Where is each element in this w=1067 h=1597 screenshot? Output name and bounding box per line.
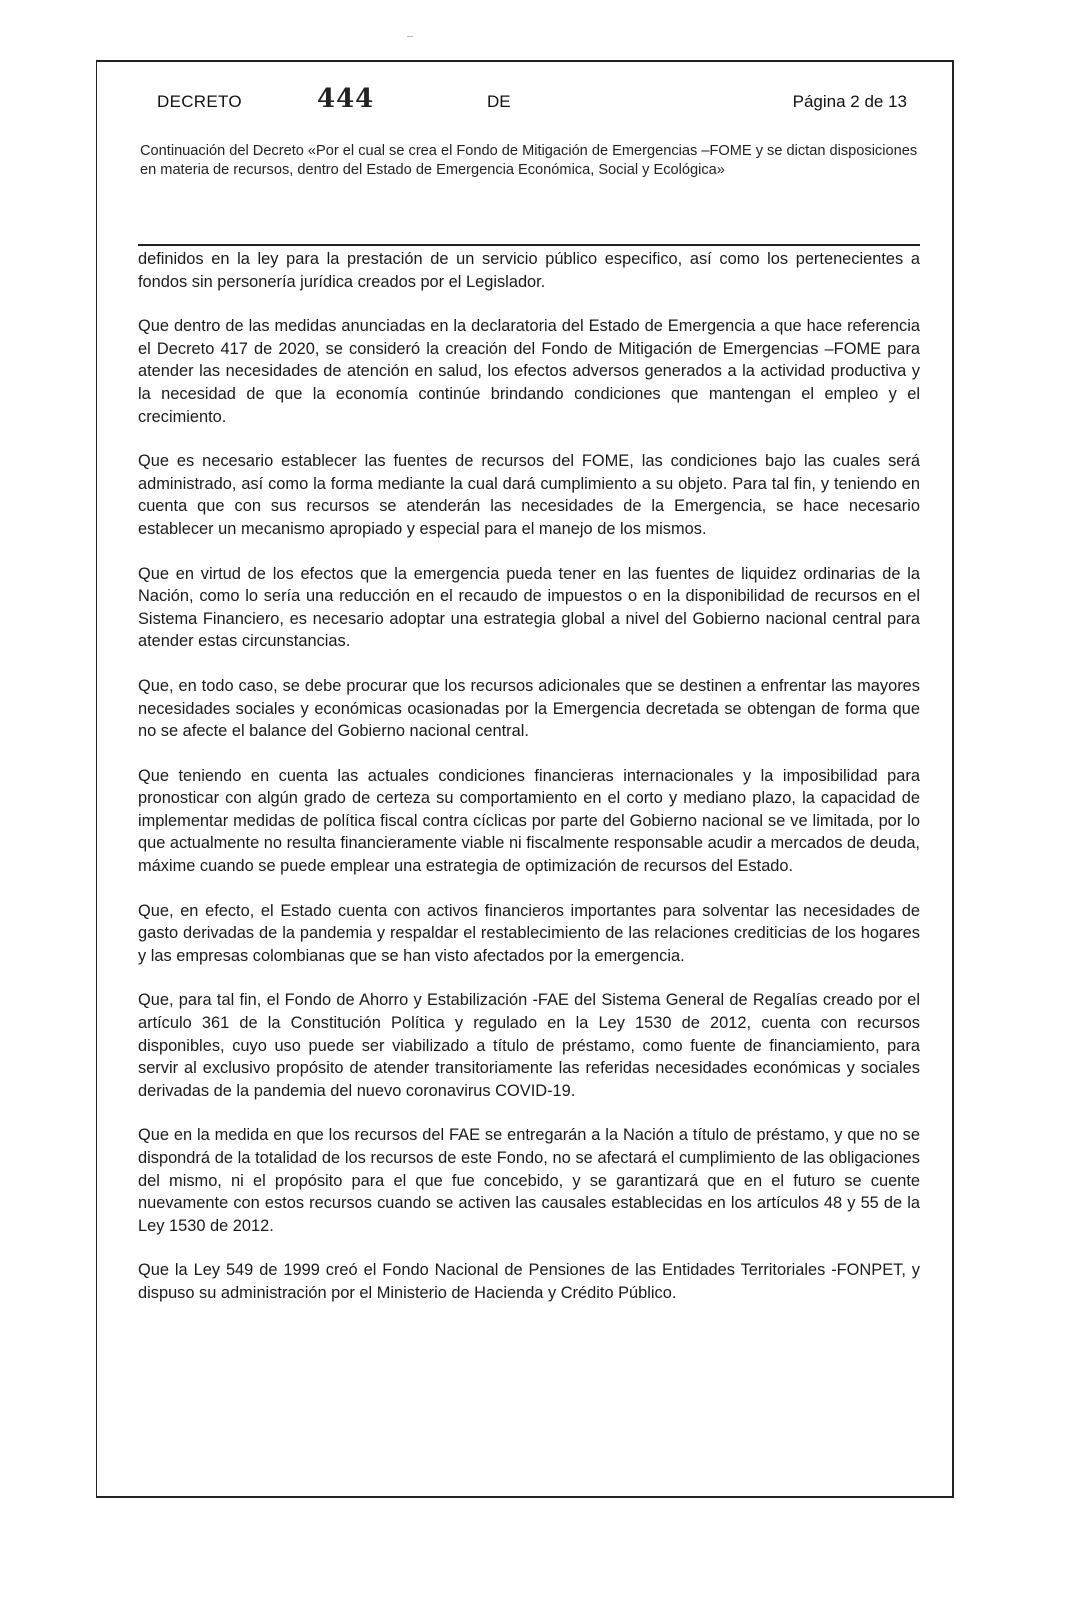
paragraph: Que, en todo caso, se debe procurar que los recursos adicionales que se destinen a enfrentar las mayores necesidades sociales y económicas ocasionadas por la Emergencia decretada se obtengan de forma que no se afecte el balance del Gobierno nacional central. <box>138 676 920 741</box>
paragraph: Que teniendo en cuenta las actuales condiciones financieras internacionales y la imposibilidad para pronosticar con algún grado de certeza su comportamiento en el corto y mediano plazo, la capacidad de implementar medidas de política fiscal contra cíclicas por parte del Gobierno nacional se ve limitada, por lo que actualmente no resulta financieramente viable ni fiscalmente responsable acudir a mercados de deuda, máxime cuando se puede emplear una estrategia de optimización de recursos del Estado. <box>138 766 920 876</box>
paragraph: Que, en efecto, el Estado cuenta con activos financieros importantes para solventar las necesidades de gasto derivadas de la pandemia y respaldar el restablecimiento de las relaciones crediticias de los hogares y las empresas colombianas que se han visto afectados por la emergencia. <box>138 901 920 965</box>
paragraph: Que, para tal fin, el Fondo de Ahorro y Estabilización -FAE del Sistema General de Regalías creado por el artículo 361 de la Constitución Política y regulado en la Ley 1530 de 2012, cuenta con recursos disponibles, cuyo uso puede ser viabilizado a título de préstamo, como fuente de financiamiento, para servir al exclusivo propósito de atender transitoriamente las referidas necesidades económicas y sociales derivadas de la pandemia del nuevo coronavirus COVID-19. <box>138 991 920 1100</box>
paragraph: Que en virtud de los efectos que la emergencia pueda tener en las fuentes de liquidez ordinarias de la Nación, como lo sería una reducción en el recaudo de impuestos o en la disponibilidad de recursos en el Sistema Financiero, es necesario adoptar una estrategia global a nivel del Gobierno nacional central para atender estas circunstancias. <box>138 564 920 651</box>
header-divider <box>138 244 920 246</box>
paragraph: Que la Ley 549 de 1999 creó el Fondo Nacional de Pensiones de las Entidades Territoriales -FONPET, y dispuso su administración por el Ministerio de Hacienda y Crédito Público. <box>138 1261 920 1302</box>
page-number: Página 2 de 13 <box>792 92 907 111</box>
decree-number: 444 <box>317 84 375 114</box>
decree-header <box>157 84 907 114</box>
paragraph: definidos en la ley para la prestación de un servicio público especifico, así como los pertenecientes a fondos sin personería jurídica creados por el Legislador. <box>138 250 920 291</box>
scan-mark <box>407 36 413 37</box>
document-body <box>138 248 920 1327</box>
decree-subtitle: Continuación del Decreto «Por el cual se crea el Fondo de Mitigación de Emergencias –FOME y se dictan disposiciones en materia de recursos, dentro del Estado de Emergencia Económica, Social y Ecológica» <box>140 143 918 178</box>
decreto-label: DECRETO <box>157 92 242 111</box>
paragraph: Que es necesario establecer las fuentes de recursos del FOME, las condiciones bajo las cuales será administrado, así como la forma mediante la cual dará cumplimiento a su objeto. Para tal fin, y teniendo en cuenta que con sus recursos se atenderán las necesidades de la Emergencia, se hace necesario establecer un mecanismo apropiado y especial para el manejo de los mismos. <box>138 452 920 538</box>
de-label: DE <box>487 92 511 111</box>
paragraph: Que en la medida en que los recursos del FAE se entregarán a la Nación a título de préstamo, y que no se dispondrá de la totalidad de los recursos de este Fondo, no se afectará el cumplimiento de las obligaciones del mismo, ni el propósito para el que fue concebido, y se garantizará que en el futuro se cuente nuevamente con estos recursos cuando se activen las causales establecidas en los artículos 48 y 55 de la Ley 1530 de 2012. <box>138 1126 920 1235</box>
paragraph: Que dentro de las medidas anunciadas en la declaratoria del Estado de Emergencia a que hace referencia el Decreto 417 de 2020, se consideró la creación del Fondo de Mitigación de Emergencias –FOME para atender las necesidades de atención en salud, los efectos adversos generados a la actividad productiva y la necesidad de que la economía continúe brindando condiciones que mantengan el empleo y el crecimiento. <box>138 317 920 426</box>
